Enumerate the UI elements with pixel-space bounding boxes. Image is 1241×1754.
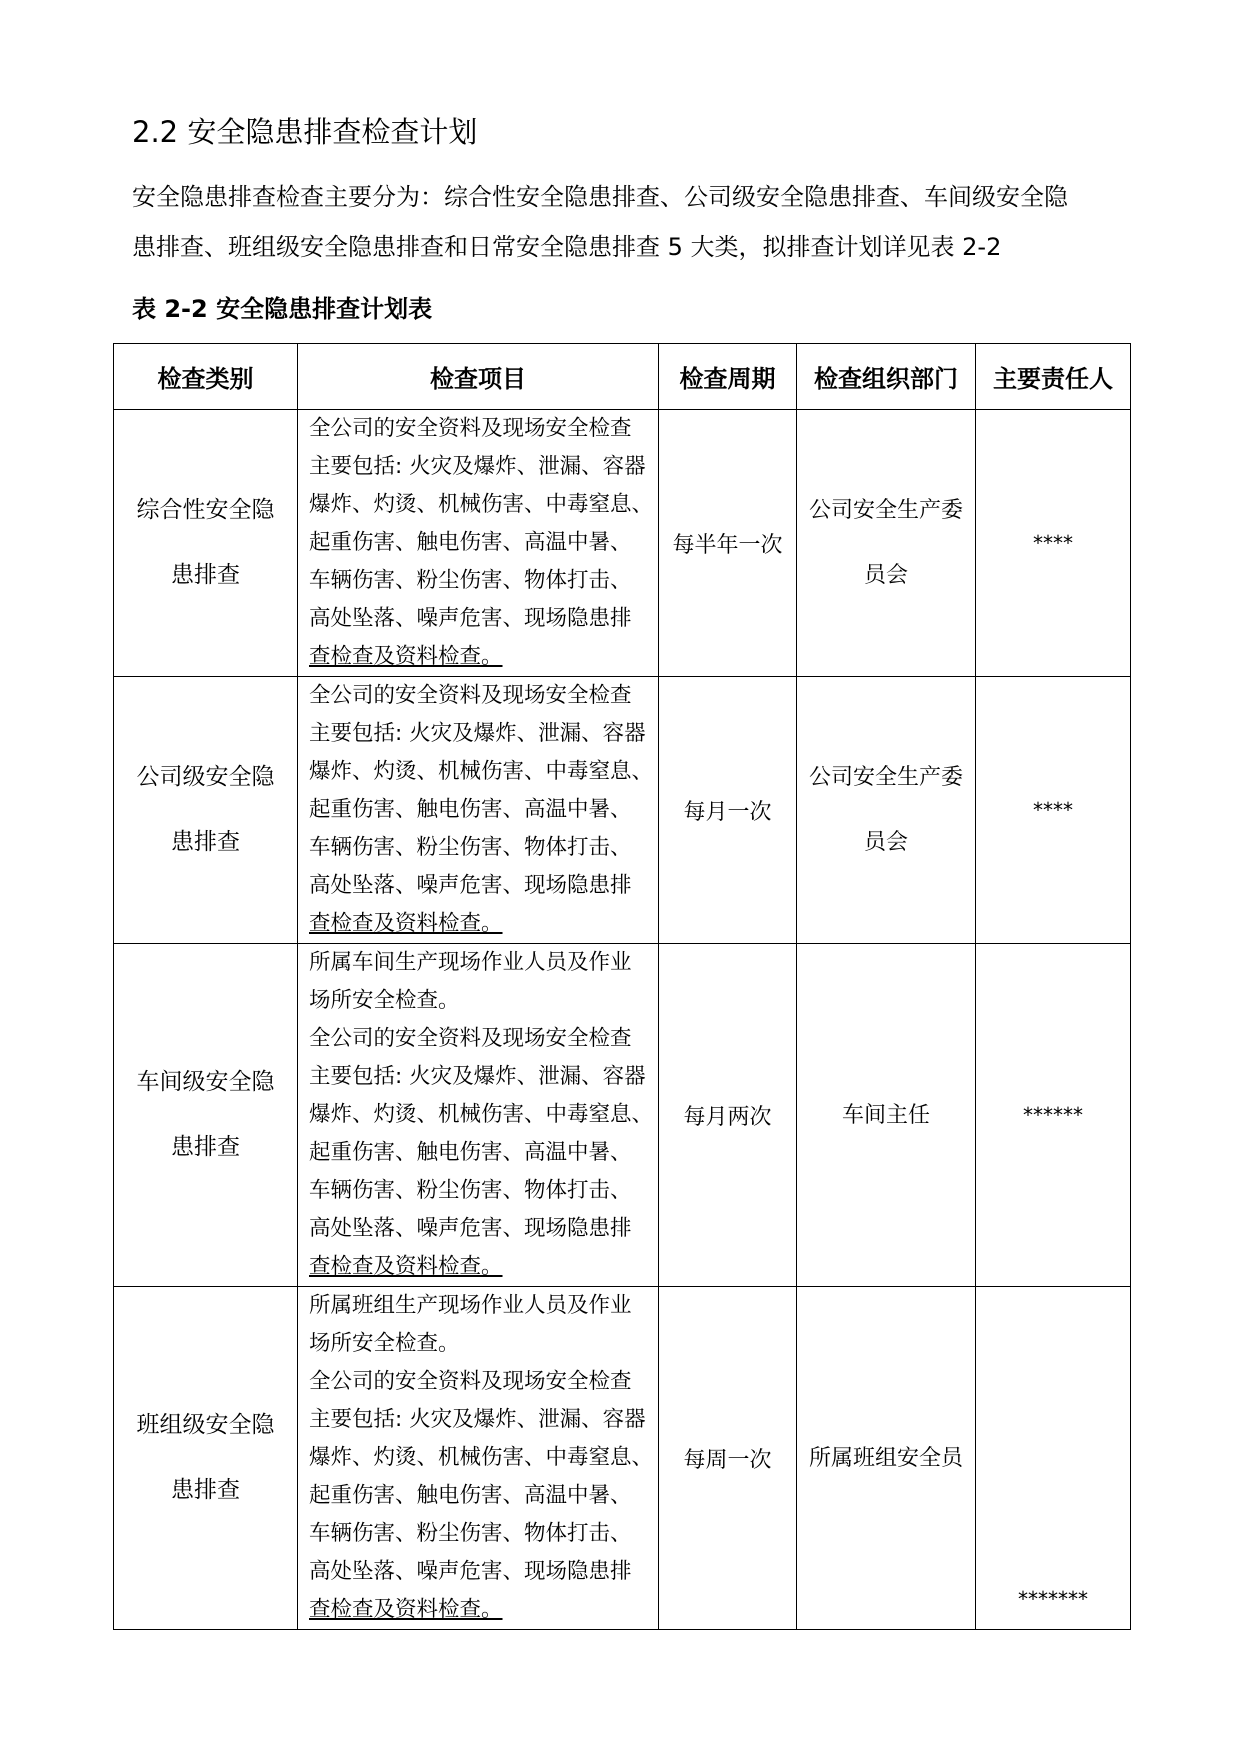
table-caption: 表 2-2 安全隐患排查计划表	[132, 295, 433, 323]
item-line: 场所安全检查。	[309, 1331, 460, 1356]
intro-paragraph	[132, 172, 1122, 272]
cell-items	[298, 677, 659, 944]
category-text: 车间级安全隐	[136, 1069, 275, 1095]
inspection-plan-table	[113, 343, 1131, 1630]
dept-text: 员会	[863, 830, 908, 855]
item-line: 查检查及资料检查。	[309, 644, 503, 669]
cell-cycle: 每半年一次	[659, 410, 797, 677]
header-cycle: 检查周期	[659, 344, 797, 410]
category-text: 患排查	[171, 1134, 240, 1160]
table-row	[114, 1287, 1131, 1630]
item-line: 高处坠落、噪声危害、现场隐患排	[309, 1559, 632, 1584]
cell-cycle: 每月两次	[659, 944, 797, 1287]
item-line: 全公司的安全资料及现场安全检查	[309, 683, 632, 708]
dept-text: 车间主任	[841, 1102, 930, 1128]
item-line: 爆炸、灼烫、机械伤害、中毒窒息、	[309, 1445, 654, 1470]
header-items: 检查项目	[298, 344, 659, 410]
category-text: 患排查	[171, 1477, 240, 1503]
table-row	[114, 677, 1131, 944]
section-heading: 2.2 安全隐患排查检查计划	[132, 115, 478, 149]
item-line: 全公司的安全资料及现场安全检查	[309, 416, 632, 441]
item-line: 查检查及资料检查。	[309, 1254, 503, 1279]
item-line: 起重伤害、触电伤害、高温中暑、	[309, 530, 632, 555]
cell-items	[298, 1287, 659, 1630]
item-line: 车辆伤害、粉尘伤害、物体打击、	[309, 568, 632, 593]
cell-category	[114, 944, 298, 1287]
table-row	[114, 944, 1131, 1287]
category-text: 公司级安全隐	[136, 764, 275, 790]
header-person: 主要责任人	[976, 344, 1131, 410]
cell-dept	[797, 1287, 976, 1630]
cell-cycle: 每月一次	[659, 677, 797, 944]
cell-person: ****	[976, 410, 1131, 677]
item-line: 爆炸、灼烫、机械伤害、中毒窒息、	[309, 492, 654, 517]
item-line: 爆炸、灼烫、机械伤害、中毒窒息、	[309, 1102, 654, 1127]
item-line: 爆炸、灼烫、机械伤害、中毒窒息、	[309, 759, 654, 784]
item-line: 主要包括: 火灾及爆炸、泄漏、容器	[309, 721, 646, 746]
category-text: 患排查	[171, 562, 240, 588]
item-line: 主要包括: 火灾及爆炸、泄漏、容器	[309, 1407, 646, 1432]
cell-person: ******	[976, 944, 1131, 1287]
item-line: 高处坠落、噪声危害、现场隐患排	[309, 873, 632, 898]
cell-category	[114, 410, 298, 677]
item-line: 所属车间生产现场作业人员及作业	[309, 950, 632, 975]
category-text: 综合性安全隐	[136, 497, 275, 523]
dept-text: 公司安全生产委	[808, 498, 963, 523]
item-line: 主要包括: 火灾及爆炸、泄漏、容器	[309, 454, 646, 479]
cell-category	[114, 1287, 298, 1630]
table-header-row	[114, 344, 1131, 410]
cell-cycle: 每周一次	[659, 1287, 797, 1630]
item-line: 场所安全检查。	[309, 988, 460, 1013]
item-line: 高处坠落、噪声危害、现场隐患排	[309, 1216, 632, 1241]
dept-text: 员会	[863, 563, 908, 588]
cell-dept	[797, 677, 976, 944]
header-dept: 检查组织部门	[797, 344, 976, 410]
item-line: 起重伤害、触电伤害、高温中暑、	[309, 1140, 632, 1165]
cell-person: ****	[976, 677, 1131, 944]
intro-line: 安全隐患排查检查主要分为：综合性安全隐患排查、公司级安全隐患排查、车间级安全隐	[132, 183, 1068, 211]
item-line: 车辆伤害、粉尘伤害、物体打击、	[309, 1521, 632, 1546]
item-line: 主要包括: 火灾及爆炸、泄漏、容器	[309, 1064, 646, 1089]
item-line: 起重伤害、触电伤害、高温中暑、	[309, 1483, 632, 1508]
cell-dept	[797, 944, 976, 1287]
header-category: 检查类别	[114, 344, 298, 410]
item-line: 查检查及资料检查。	[309, 911, 503, 936]
item-line: 所属班组生产现场作业人员及作业	[309, 1293, 632, 1318]
category-text: 患排查	[171, 829, 240, 855]
item-line: 起重伤害、触电伤害、高温中暑、	[309, 797, 632, 822]
intro-line: 患排查、班组级安全隐患排查和日常安全隐患排查 5 大类，拟排查计划详见表 2-2	[132, 233, 1002, 261]
item-line: 全公司的安全资料及现场安全检查	[309, 1369, 632, 1394]
cell-person: *******	[976, 1287, 1131, 1630]
cell-dept	[797, 410, 976, 677]
cell-items	[298, 944, 659, 1287]
item-line: 高处坠落、噪声危害、现场隐患排	[309, 606, 632, 631]
item-line: 查检查及资料检查。	[309, 1597, 503, 1622]
item-line: 车辆伤害、粉尘伤害、物体打击、	[309, 835, 632, 860]
category-text: 班组级安全隐	[136, 1412, 275, 1438]
dept-text: 所属班组安全员	[808, 1445, 963, 1471]
table-row	[114, 410, 1131, 677]
item-line: 全公司的安全资料及现场安全检查	[309, 1026, 632, 1051]
item-line: 车辆伤害、粉尘伤害、物体打击、	[309, 1178, 632, 1203]
cell-items	[298, 410, 659, 677]
dept-text: 公司安全生产委	[808, 765, 963, 790]
cell-category	[114, 677, 298, 944]
